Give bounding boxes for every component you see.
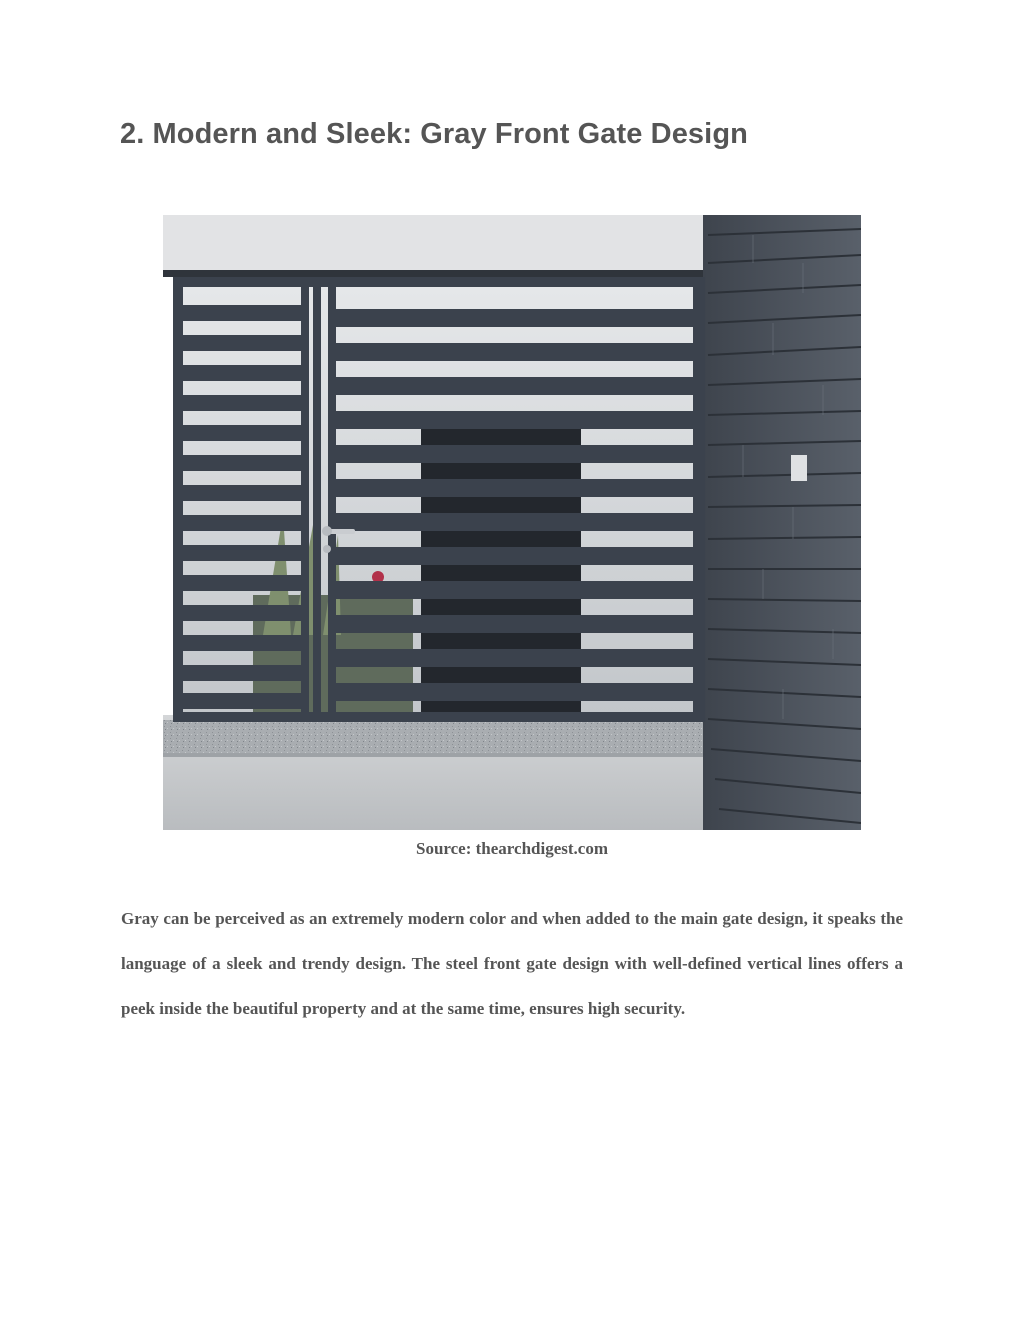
- article-paragraph: Gray can be perceived as an extremely modern color and when added to the main gate design, it speaks the language of a sleek and trendy design. The steel front gate design with well-defined vertical lines offers a peek inside the beautiful property and at the same time, ensures high security.: [121, 909, 903, 1018]
- gate-photo: [163, 215, 861, 830]
- page-heading: 2. Modern and Sleek: Gray Front Gate Design: [120, 118, 748, 150]
- stone-wall: [703, 215, 861, 830]
- granite-step: [163, 720, 723, 755]
- image-caption: Source: thearchdigest.com: [415, 839, 608, 858]
- wall-switch: [791, 455, 807, 481]
